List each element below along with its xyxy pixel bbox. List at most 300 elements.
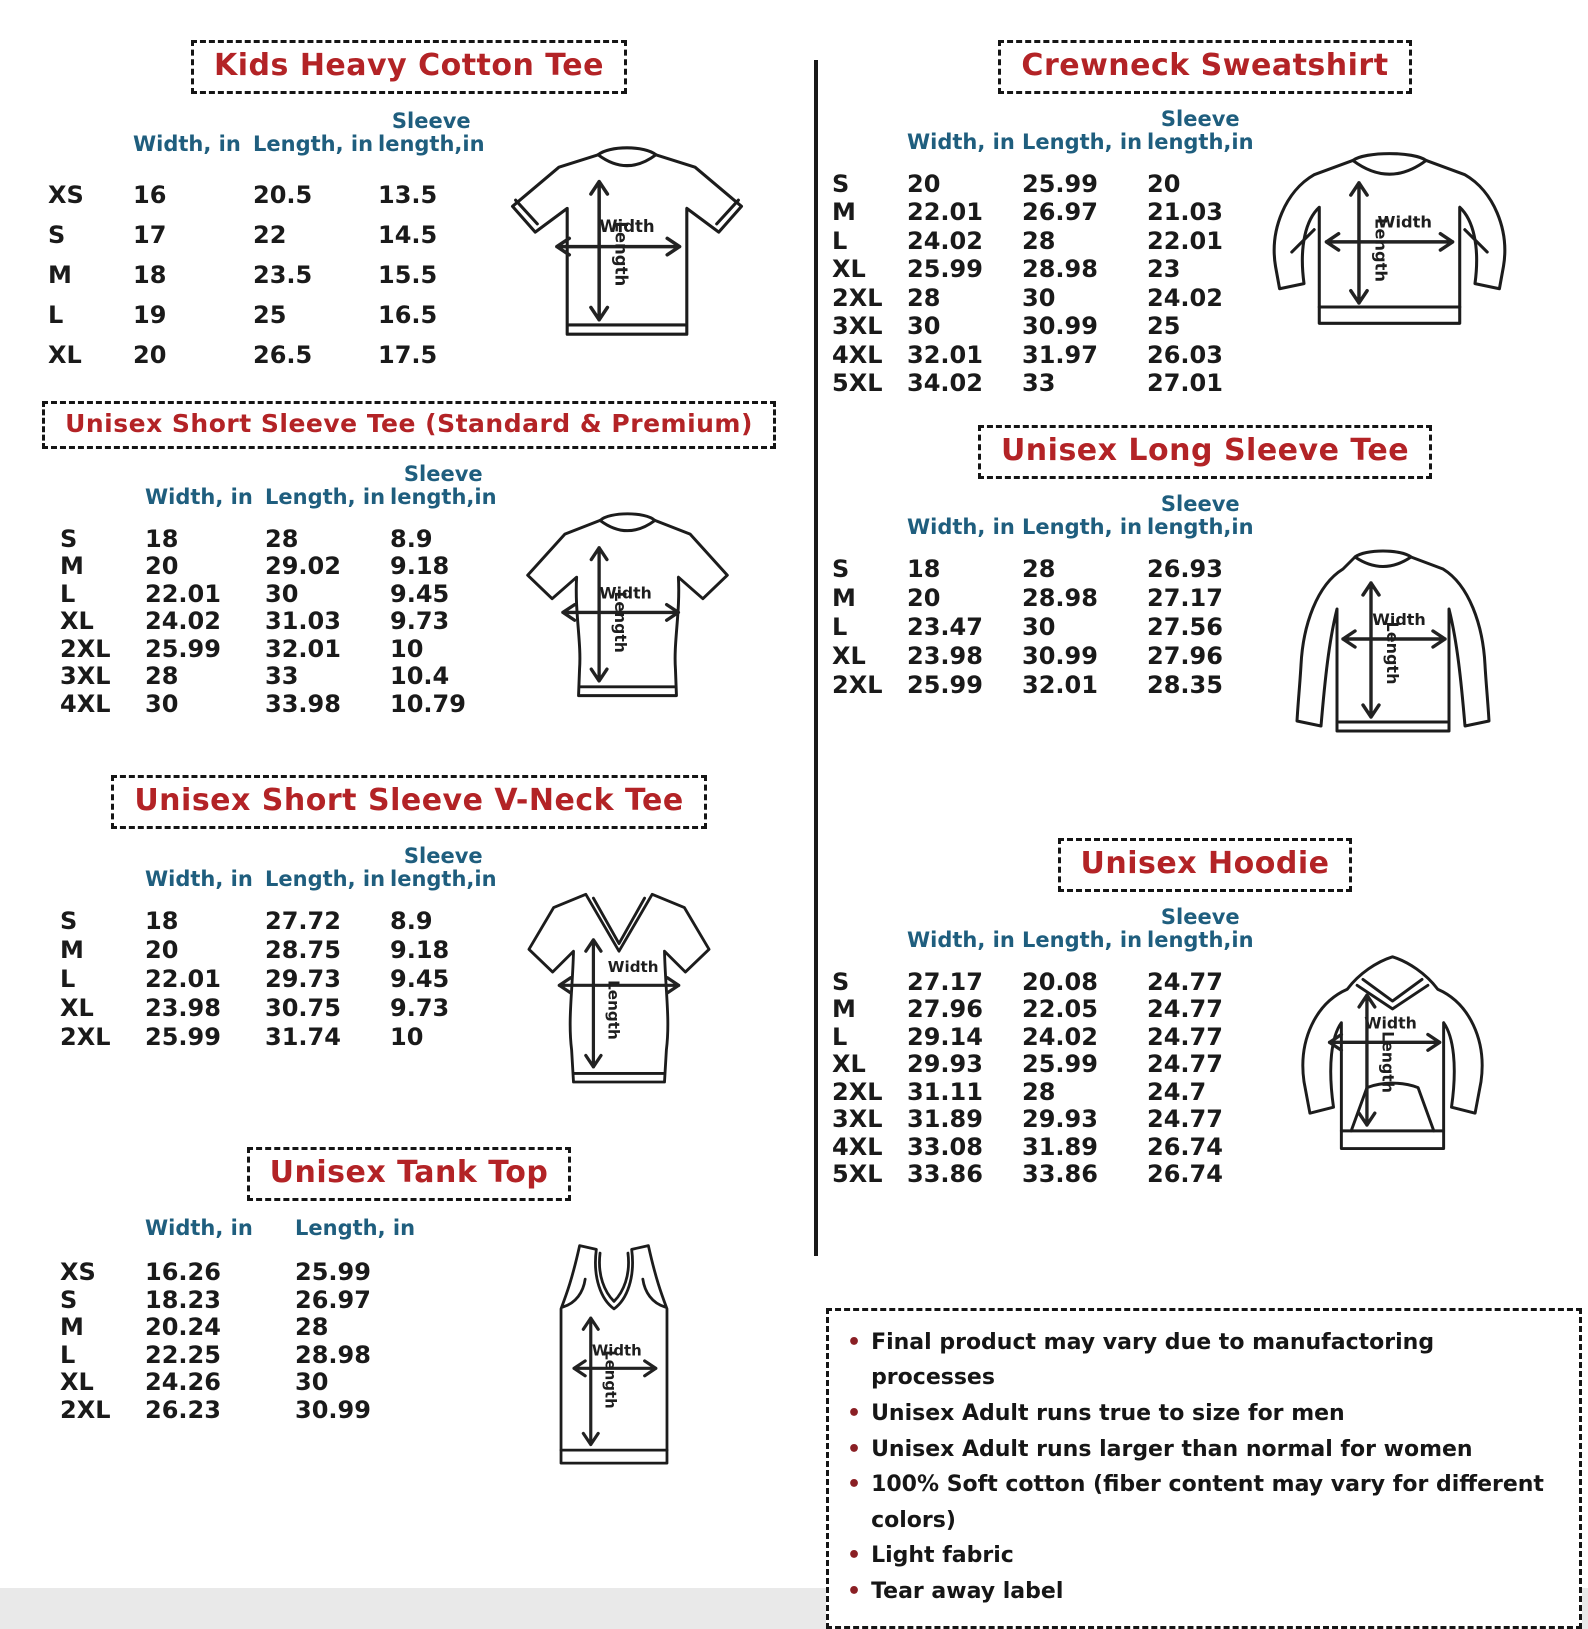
size-label: XS (60, 1258, 96, 1287)
measurement-value: 26.5 (253, 341, 313, 370)
length-label: Length (604, 980, 623, 1041)
sleeve-column-header: Sleeve length,in (390, 462, 497, 510)
measurement-value: 26.23 (145, 1395, 221, 1424)
measurement-value: 26.74 (1147, 1132, 1223, 1161)
table-header (60, 1217, 445, 1240)
fitted-tee-illustration (510, 493, 745, 723)
measurement-value: 20 (133, 341, 167, 370)
table-row (832, 255, 1257, 284)
measurement-value: 30 (1022, 613, 1056, 642)
measurement-value: 33.86 (1022, 1160, 1098, 1189)
measurement-value: 33.98 (265, 689, 341, 718)
measurement-value: 30.75 (265, 994, 341, 1023)
table-row (832, 642, 1257, 671)
table-row (832, 613, 1257, 642)
table-row (60, 994, 510, 1023)
note-text: Unisex Adult runs true to size for men (871, 1400, 1345, 1426)
width-column-header: Width, in (133, 131, 241, 156)
section-content-crewneck (832, 108, 1588, 397)
table-header (60, 845, 510, 890)
measurement-value: 28 (1022, 1077, 1056, 1106)
measurement-value: 17.5 (378, 341, 438, 370)
scoop-neck-line (599, 1253, 628, 1301)
measurement-value: 30 (907, 312, 941, 341)
table-row (832, 1160, 1257, 1188)
measurement-value: 23.98 (145, 994, 221, 1023)
measurement-value: 24.02 (1147, 283, 1223, 312)
section-kids-heavy-cotton-tee (0, 40, 818, 375)
size-table-longsleeve (832, 493, 1257, 699)
measurement-value: 28 (1022, 226, 1056, 255)
measurement-value: 21.03 (1147, 198, 1223, 227)
size-label: S (48, 221, 66, 250)
measurement-value: 27.96 (1147, 642, 1223, 671)
measurement-value: 20.08 (1022, 967, 1098, 996)
note-item (843, 1538, 1561, 1574)
table-row (48, 335, 498, 375)
armhole-lines (563, 1279, 665, 1307)
size-label: L (832, 226, 848, 255)
tshirt-illustration (498, 128, 756, 360)
measurement-value: 16 (133, 181, 167, 210)
section-content-standard (60, 463, 818, 723)
width-column-header: Width, in (907, 515, 1015, 540)
measurement-value: 30 (265, 579, 299, 608)
table-row (60, 1023, 510, 1052)
table-row (832, 1105, 1257, 1133)
measurement-value: 16.26 (145, 1258, 221, 1287)
size-label: XL (60, 994, 94, 1023)
size-label: XL (832, 1050, 866, 1079)
note-item (843, 1396, 1561, 1432)
measurement-value: 22.05 (1022, 995, 1098, 1024)
measurement-value: 24.02 (907, 226, 983, 255)
measurement-value: 24.77 (1147, 995, 1223, 1024)
table-row (832, 198, 1257, 227)
section-title-crewneck: Crewneck Sweatshirt (998, 40, 1411, 94)
measurement-value: 27.17 (1147, 584, 1223, 613)
size-table-standard (60, 463, 510, 717)
measurement-value: 25 (1147, 312, 1181, 341)
section-notes (822, 1308, 1588, 1629)
table-row (832, 1078, 1257, 1106)
table-row (832, 169, 1257, 198)
measurement-value: 30.99 (295, 1395, 371, 1424)
length-column-header: Length, in (1022, 928, 1143, 953)
measurement-value: 27.01 (1147, 369, 1223, 398)
size-label: M (832, 995, 856, 1024)
measurement-value: 19 (133, 301, 167, 330)
measurement-value: 23.47 (907, 613, 983, 642)
notes-box (826, 1308, 1582, 1629)
measurement-value: 30.99 (1022, 642, 1098, 671)
measurement-value: 24.7 (1147, 1077, 1207, 1106)
measurement-value: 30.99 (1022, 312, 1098, 341)
length-label: Length (601, 1350, 620, 1410)
size-label: S (60, 524, 78, 553)
size-label: 2XL (60, 1023, 111, 1052)
measurement-value: 9.45 (390, 579, 450, 608)
table-body (832, 169, 1257, 397)
note-text: Light fabric (871, 1543, 1014, 1569)
table-row (832, 1133, 1257, 1161)
table-row (60, 936, 510, 965)
measurement-value: 14.5 (378, 221, 438, 250)
measurement-value: 13.5 (378, 181, 438, 210)
left-column (0, 0, 818, 1492)
section-unisex-hoodie (822, 838, 1588, 1187)
bullet-icon: • (847, 1400, 862, 1426)
table-row (832, 369, 1257, 398)
table-row (60, 1258, 445, 1286)
measurement-value: 33.08 (907, 1132, 983, 1161)
section-content-longsleeve (832, 493, 1588, 768)
table-body (832, 968, 1257, 1188)
table-header (832, 906, 1257, 951)
measurement-value: 15.5 (378, 261, 438, 290)
size-label: L (832, 613, 848, 642)
measurement-value: 30 (295, 1368, 329, 1397)
measurement-value: 24.77 (1147, 1105, 1223, 1134)
table-body (60, 1258, 445, 1423)
table-row (60, 552, 510, 580)
measurement-value: 18.23 (145, 1285, 221, 1314)
sweatshirt-illustration (1257, 134, 1522, 363)
width-column-header: Width, in (907, 928, 1015, 953)
measurement-value: 18 (133, 261, 167, 290)
measurement-value: 10 (390, 634, 424, 663)
width-column-header: Width, in (145, 485, 253, 510)
measurement-value: 23.5 (253, 261, 313, 290)
width-column-header: Width, in (907, 129, 1015, 154)
note-text: Final product may vary due to manufactoring processes (871, 1329, 1435, 1391)
right-column (822, 0, 1588, 1629)
sleeve-column-header: Sleeve length,in (1147, 492, 1254, 540)
measurement-value: 20 (145, 936, 179, 965)
size-label: S (60, 907, 78, 936)
measurement-value: 28 (907, 283, 941, 312)
section-content-tank (60, 1217, 818, 1492)
length-column-header: Length, in (265, 867, 386, 892)
measurement-value: 24.02 (1022, 1022, 1098, 1051)
size-table-tank (60, 1217, 445, 1423)
measurement-value: 29.93 (907, 1050, 983, 1079)
section-vneck-tee (0, 775, 818, 1101)
width-column-header: Width, in (145, 867, 253, 892)
measurement-value: 18 (145, 524, 179, 553)
table-row (832, 1050, 1257, 1078)
table-body (60, 907, 510, 1052)
table-row (60, 1341, 445, 1369)
note-text: Unisex Adult runs larger than normal for women (871, 1436, 1473, 1462)
size-table-hoodie (832, 906, 1257, 1187)
section-title-kids: Kids Heavy Cotton Tee (191, 40, 627, 94)
section-title-vneck: Unisex Short Sleeve V-Neck Tee (111, 775, 706, 829)
bullet-icon: • (847, 1329, 862, 1355)
note-item (843, 1467, 1561, 1538)
measurement-value: 20 (907, 169, 941, 198)
width-label: Width (599, 584, 652, 604)
measurement-value: 18 (145, 907, 179, 936)
measurement-value: 8.9 (390, 907, 433, 936)
length-column-header: Length, in (1022, 129, 1143, 154)
table-row (60, 1396, 445, 1424)
size-label: L (60, 579, 76, 608)
table-row (60, 1368, 445, 1396)
section-title-longsleeve: Unisex Long Sleeve Tee (978, 425, 1432, 479)
measurement-value: 24.77 (1147, 967, 1223, 996)
sleeve-column-header: Sleeve length,in (1147, 905, 1254, 953)
table-row (60, 1313, 445, 1341)
size-label: M (60, 936, 84, 965)
measurement-value: 9.18 (390, 936, 450, 965)
bullet-icon: • (847, 1579, 862, 1605)
measurement-value: 22.01 (145, 965, 221, 994)
measurement-value: 20 (145, 552, 179, 581)
collar-line (598, 155, 656, 166)
measurement-value: 28 (145, 662, 179, 691)
size-label: M (832, 584, 856, 613)
measurement-value: 24.02 (145, 607, 221, 636)
table-row (60, 690, 510, 718)
measurement-value: 29.73 (265, 965, 341, 994)
size-label: XL (832, 642, 866, 671)
table-row (832, 340, 1257, 369)
measurement-value: 31.97 (1022, 340, 1098, 369)
width-label: Width (607, 958, 659, 977)
table-row (832, 968, 1257, 996)
size-label: S (832, 169, 850, 198)
measurement-value: 24.77 (1147, 1050, 1223, 1079)
measurement-value: 26.97 (1022, 198, 1098, 227)
section-crewneck-sweatshirt (822, 40, 1588, 397)
width-label: Width (591, 1341, 642, 1360)
bullet-icon: • (847, 1436, 862, 1462)
size-label: 2XL (832, 1077, 883, 1106)
measurement-value: 20 (907, 584, 941, 613)
measurement-value: 25.99 (145, 1023, 221, 1052)
length-column-header: Length, in (265, 485, 386, 510)
size-label: XL (48, 341, 82, 370)
measurement-value: 28.98 (1022, 255, 1098, 284)
size-label: XL (60, 1368, 94, 1397)
measurement-value: 23 (1147, 255, 1181, 284)
measurement-value: 28.98 (1022, 584, 1098, 613)
measurement-value: 28.98 (295, 1340, 371, 1369)
size-label: 4XL (832, 340, 883, 369)
vneck-tee-illustration (510, 863, 728, 1101)
table-row (832, 584, 1257, 613)
measurement-value: 10 (390, 1023, 424, 1052)
length-arrow (591, 548, 629, 681)
measurement-value: 26.74 (1147, 1160, 1223, 1189)
width-label: Width (1372, 610, 1426, 630)
measurement-value: 28.35 (1147, 671, 1223, 700)
measurement-value: 26.97 (295, 1285, 371, 1314)
measurement-value: 26.03 (1147, 340, 1223, 369)
measurement-value: 25 (253, 301, 287, 330)
measurement-value: 9.45 (390, 965, 450, 994)
size-label: 4XL (832, 1132, 883, 1161)
collar-line (1353, 160, 1426, 174)
length-column-header: Length, in (253, 131, 374, 156)
size-label: XS (48, 181, 84, 210)
size-label: 2XL (832, 283, 883, 312)
measurement-value: 32.01 (1022, 671, 1098, 700)
measurement-value: 27.72 (265, 907, 341, 936)
tank-top-illustration (535, 1227, 693, 1492)
size-label: M (832, 198, 856, 227)
measurement-value: 24.26 (145, 1368, 221, 1397)
size-label: M (60, 1313, 84, 1342)
measurement-value: 31.89 (907, 1105, 983, 1134)
measurement-value: 30 (1022, 283, 1056, 312)
measurement-value: 34.02 (907, 369, 983, 398)
measurement-value: 25.99 (1022, 169, 1098, 198)
measurement-value: 27.96 (907, 995, 983, 1024)
measurement-value: 31.11 (907, 1077, 983, 1106)
size-label: 5XL (832, 1160, 883, 1189)
table-header (48, 110, 498, 155)
measurement-value: 28 (295, 1313, 329, 1342)
note-item (843, 1432, 1561, 1468)
width-label: Width (1377, 212, 1433, 232)
length-arrow (591, 182, 631, 320)
measurement-value: 9.18 (390, 552, 450, 581)
hoodie-illustration (1245, 942, 1540, 1183)
section-content-hoodie (832, 906, 1588, 1187)
size-label: S (832, 967, 850, 996)
size-label: 4XL (60, 689, 111, 718)
measurement-value: 28 (1022, 555, 1056, 584)
table-row (48, 175, 498, 215)
table-row (60, 662, 510, 690)
table-row (832, 283, 1257, 312)
measurement-value: 27.17 (907, 967, 983, 996)
measurement-value: 28.75 (265, 936, 341, 965)
size-label: S (60, 1285, 78, 1314)
measurement-value: 9.73 (390, 994, 450, 1023)
table-row (48, 295, 498, 335)
size-label: 3XL (832, 1105, 883, 1134)
measurement-value: 25.99 (295, 1258, 371, 1287)
size-label: 2XL (832, 671, 883, 700)
measurement-value: 22.01 (145, 579, 221, 608)
measurement-value: 31.74 (265, 1023, 341, 1052)
size-table-vneck (60, 845, 510, 1051)
measurement-value: 25.99 (907, 671, 983, 700)
measurement-value: 26.93 (1147, 555, 1223, 584)
measurement-value: 18 (907, 555, 941, 584)
size-label: 2XL (60, 1395, 111, 1424)
table-row (60, 607, 510, 635)
table-row (60, 1286, 445, 1314)
table-row (832, 671, 1257, 700)
measurement-value: 8.9 (390, 524, 433, 553)
measurement-value: 31.89 (1022, 1132, 1098, 1161)
measurement-value: 27.56 (1147, 613, 1223, 642)
length-label: Length (1378, 1031, 1398, 1094)
measurement-value: 33.86 (907, 1160, 983, 1189)
measurement-value: 24.77 (1147, 1022, 1223, 1051)
measurement-value: 20 (1147, 169, 1181, 198)
size-label: L (60, 965, 76, 994)
table-row (832, 312, 1257, 341)
width-label: Width (599, 217, 655, 237)
section-title-hoodie: Unisex Hoodie (1058, 838, 1353, 892)
length-label: Length (610, 591, 630, 654)
size-label: L (832, 1022, 848, 1051)
measurement-value: 20.5 (253, 181, 313, 210)
table-row (60, 907, 510, 936)
table-body (48, 175, 498, 375)
note-item (843, 1574, 1561, 1610)
size-label: L (48, 301, 64, 330)
sleeve-column-header: Sleeve length,in (390, 844, 497, 892)
measurement-value: 10.4 (390, 662, 450, 691)
width-label: Width (1364, 1013, 1417, 1033)
measurement-value: 33 (1022, 369, 1056, 398)
section-content-kids (48, 110, 818, 375)
measurement-value: 29.02 (265, 552, 341, 581)
long-sleeve-tee-illustration (1243, 533, 1543, 768)
table-body (832, 555, 1257, 700)
table-header (832, 493, 1257, 538)
table-row (60, 635, 510, 663)
size-label: L (60, 1340, 76, 1369)
table-row (832, 1023, 1257, 1051)
length-label: Length (1371, 218, 1391, 283)
bullet-icon: • (847, 1472, 862, 1498)
measurement-value: 30 (145, 689, 179, 718)
table-row (48, 255, 498, 295)
size-label: 3XL (832, 312, 883, 341)
size-label: XL (60, 607, 94, 636)
measurement-value: 32.01 (907, 340, 983, 369)
table-header (60, 463, 510, 508)
measurement-value: 25.99 (1022, 1050, 1098, 1079)
size-label: M (48, 261, 72, 290)
table-body (60, 525, 510, 718)
measurement-value: 29.93 (1022, 1105, 1098, 1134)
note-text: Tear away label (871, 1579, 1064, 1605)
size-table-kids (48, 110, 498, 375)
sleeve-column-header: Sleeve length,in (378, 109, 485, 156)
bullet-icon: • (847, 1543, 862, 1569)
collar-line (600, 521, 655, 531)
table-row (60, 525, 510, 553)
measurement-value: 22.01 (907, 198, 983, 227)
table-row (832, 226, 1257, 255)
size-label: M (60, 552, 84, 581)
note-item (843, 1325, 1561, 1396)
measurement-value: 31.03 (265, 607, 341, 636)
measurement-value: 22.25 (145, 1340, 221, 1369)
measurement-value: 9.73 (390, 607, 450, 636)
size-label: 3XL (60, 662, 111, 691)
measurement-value: 29.14 (907, 1022, 983, 1051)
length-label: Length (1383, 621, 1402, 685)
sleeve-column-header: Sleeve length,in (1147, 107, 1254, 154)
size-label: 2XL (60, 634, 111, 663)
length-label: Length (611, 221, 631, 287)
table-row (60, 965, 510, 994)
table-row (48, 215, 498, 255)
size-table-crewneck (832, 108, 1257, 397)
measurement-value: 23.98 (907, 642, 983, 671)
length-arrow (1363, 583, 1402, 717)
measurement-value: 22 (253, 221, 287, 250)
